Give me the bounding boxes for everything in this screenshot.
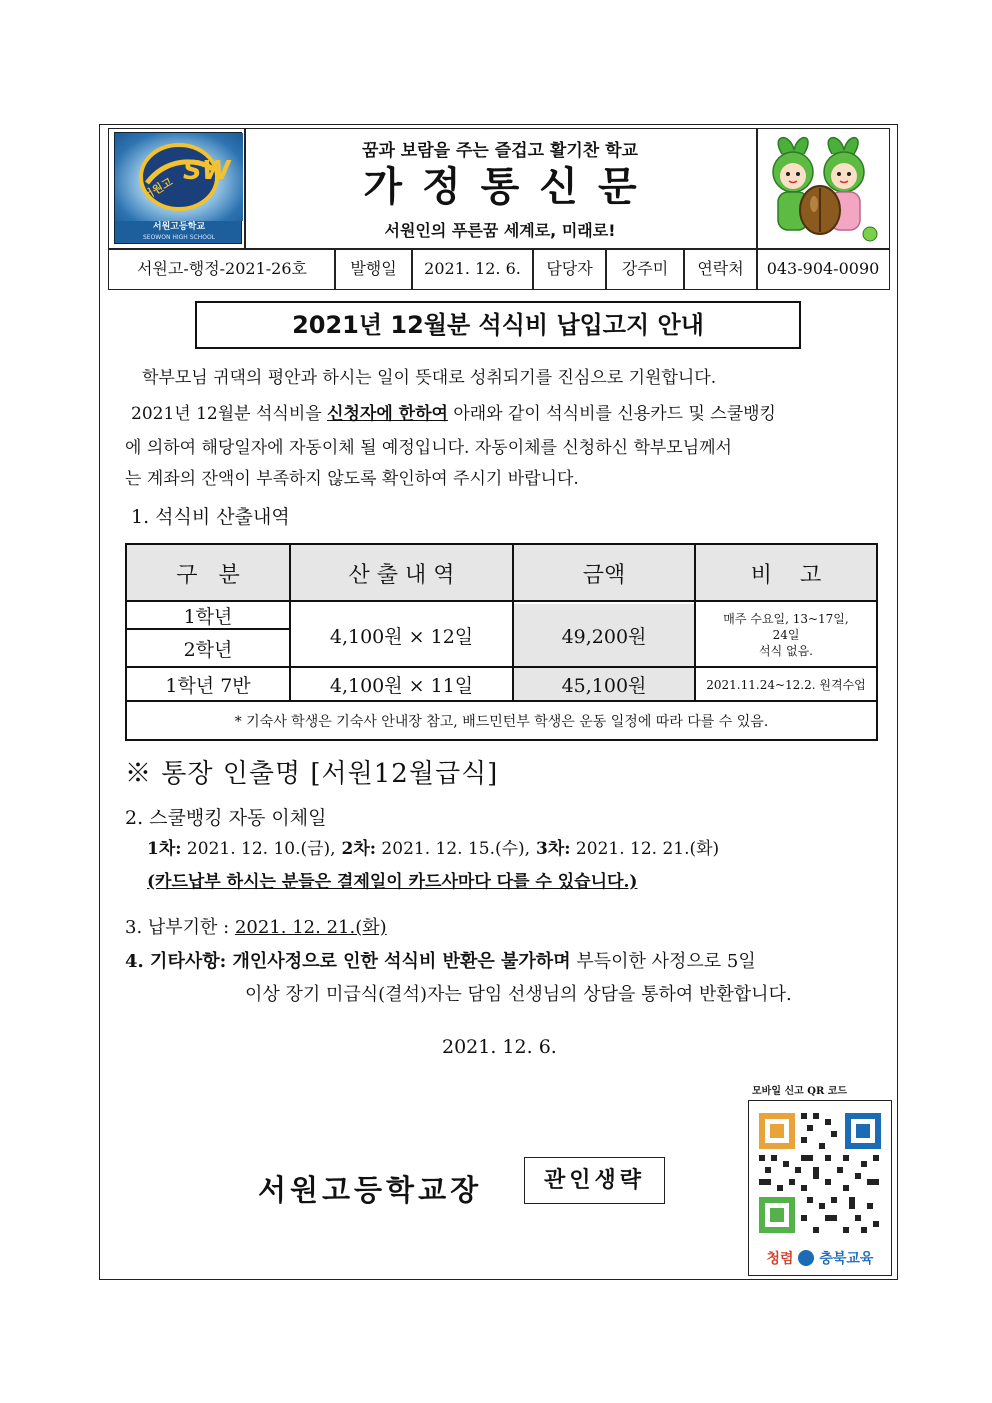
schedule-3-label: 3차:	[530, 839, 571, 859]
mascot-characters-icon	[760, 134, 886, 244]
qr-footer-integrity: 청렴	[766, 1251, 794, 1267]
manager-label: 담당자	[546, 259, 593, 278]
section-2-title: 2. 스쿨뱅킹 자동 이체일	[125, 807, 327, 829]
row-grade-2: 2학년	[183, 638, 233, 661]
row-1-amount: 49,200원	[561, 625, 647, 648]
row-2-note: 2021.11.24~12.2. 원격수업	[706, 677, 866, 692]
deadline-label: 3. 납부기한 :	[125, 917, 235, 938]
school-emblem-icon	[137, 139, 231, 215]
contact-label: 연락처	[697, 259, 744, 278]
body-line-1-end: 아래와 같이 석식비를 신용카드 및 스쿨뱅킹	[447, 404, 776, 424]
doc-number: 서원고-행정-2021-26호	[136, 259, 308, 278]
cost-table	[125, 543, 878, 741]
header-note: 비 고	[750, 563, 822, 588]
row-2-amount: 45,100원	[561, 674, 647, 697]
school-logo	[114, 132, 242, 244]
table-footnote: * 기숙사 학생은 기숙사 안내장 참고, 배드민턴부 학생은 운동 일정에 따라 다를 수 있음.	[234, 713, 769, 730]
contact-number: 043-904-0090	[766, 259, 880, 278]
qr-footer	[752, 1246, 888, 1272]
principal-name: 서원고등학교장	[258, 1173, 483, 1207]
header-category: 구 분	[176, 563, 240, 588]
emblem-text: 서원고	[140, 175, 175, 203]
qr-code-icon	[749, 1101, 890, 1243]
schedule-2-label: 2차:	[335, 839, 377, 859]
other-label: 4. 기타사항:	[125, 951, 233, 972]
body-line-2: 에 의하여 해당일자에 자동이체 될 예정입니다. 자동이체를 신청하신 학부모님께서	[125, 438, 732, 458]
issue-label: 발행일	[350, 259, 397, 278]
row-1-note-line-2: 24일	[772, 628, 800, 642]
card-payment-note: (카드납부 하시는 분들은 결제일이 카드사마다 다를 수 있습니다.)	[147, 872, 638, 892]
qr-label: 모바일 신고 QR 코드	[752, 1086, 848, 1097]
schedule-2-date: 2021. 12. 15.(수),	[376, 839, 531, 859]
section-3	[125, 912, 387, 944]
official-seal: 관인생략	[524, 1157, 665, 1204]
other-emphasis: 개인사정으로 인한 석식비 반환은 불가하며	[232, 951, 571, 972]
logo-school-name: 서원고등학교	[152, 222, 206, 232]
transfer-schedule	[147, 833, 719, 865]
section-1-title: 1. 석식비 산출내역	[131, 506, 290, 528]
row-2-grade: 1학년 7반	[165, 674, 251, 697]
logo-school-name-en: SEOWON HIGH SCHOOL	[142, 234, 216, 241]
section-4-line-2: 이상 장기 미급식(결석)자는 담임 선생님의 상담을 통하여 반환합니다.	[245, 984, 792, 1005]
bank-notice: ※ 통장 인출명 [서원12월급식]	[125, 759, 499, 789]
manager-name: 강주미	[621, 259, 669, 278]
notice-title: 2021년 12월분 석식비 납입고지 안내	[195, 301, 801, 349]
header-amount: 금액	[582, 563, 626, 588]
row-grade-1: 1학년	[183, 605, 233, 628]
schedule-1-date: 2021. 12. 10.(금),	[181, 839, 336, 859]
greeting-text: 학부모님 귀댁의 평안과 하시는 일이 뜻대로 성취되기를 진심으로 기원합니다.	[142, 368, 717, 388]
integrity-badge-icon	[798, 1250, 814, 1266]
body-line-1-start: 2021년 12월분 석식비을	[131, 404, 328, 424]
document-date: 2021. 12. 6.	[442, 1036, 557, 1058]
page-title: 가정통신문	[363, 164, 657, 210]
schedule-1-label: 1차:	[147, 839, 182, 859]
body-line-1-emphasis: 신청자에 한하여	[327, 404, 448, 424]
school-motto: 서원인의 푸른꿈 세계로, 미래로!	[384, 221, 616, 240]
row-2-calculation: 4,100원 × 11일	[329, 674, 474, 697]
qr-footer-education: 충북교육	[819, 1251, 874, 1267]
schedule-3-date: 2021. 12. 21.(화)	[570, 839, 720, 859]
header-calculation: 산 출 내 역	[348, 563, 455, 588]
deadline-date: 2021. 12. 21.(화)	[234, 917, 387, 938]
emblem-letters: SW	[183, 156, 231, 186]
body-line-1	[131, 398, 891, 430]
school-slogan: 꿈과 보람을 주는 즐겁고 활기찬 학교	[362, 141, 638, 161]
row-1-calculation: 4,100원 × 12일	[329, 625, 474, 648]
row-1-note	[696, 604, 876, 666]
other-rest: 부득이한 사정으로 5일	[570, 951, 756, 972]
row-1-note-line-1: 매주 수요일, 13~17일,	[723, 612, 849, 626]
row-1-note-line-3: 석식 없음.	[759, 644, 813, 658]
issue-date: 2021. 12. 6.	[424, 259, 521, 278]
section-4	[125, 946, 756, 978]
body-line-3: 는 계좌의 잔액이 부족하지 않도록 확인하여 주시기 바랍니다.	[125, 469, 579, 489]
